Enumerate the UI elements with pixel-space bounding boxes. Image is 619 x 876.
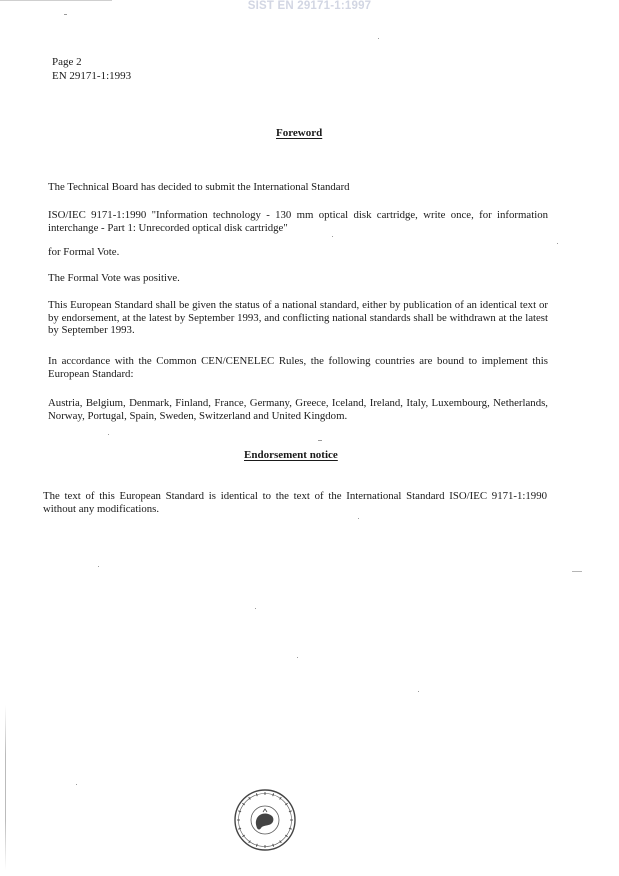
foreword-paragraph-6: In accordance with the Common CEN/CENELEC Rules, the following countries are bound to implement this European Standard:: [48, 355, 548, 380]
page-number: Page 2: [52, 56, 82, 68]
scan-speck: [557, 243, 558, 244]
scan-speck: [318, 440, 322, 441]
endorsement-heading: Endorsement notice: [244, 449, 338, 461]
scan-edge-shadow: [5, 705, 6, 870]
scan-speck: [358, 518, 359, 519]
scan-speck: [332, 236, 333, 237]
scan-speck: [418, 691, 419, 692]
foreword-paragraph-2: ISO/IEC 9171-1:1990 "Information technology - 130 mm optical disk cartridge, write once, for information interchange - Part 1: Unrecorded optical disk cartridge": [48, 209, 548, 234]
endorsement-paragraph: The text of this European Standard is identical to the text of the International Standard ISO/IEC 9171-1:1990 without any modifications.: [43, 490, 547, 515]
foreword-paragraph-1: The Technical Board has decided to submit the International Standard: [48, 181, 350, 193]
scan-speck: [98, 566, 99, 567]
scan-speck: [378, 38, 379, 39]
scan-speck: [572, 571, 582, 572]
foreword-heading: Foreword: [276, 127, 323, 139]
scan-speck: [297, 657, 298, 658]
official-seal-icon: [233, 788, 297, 852]
standard-number: EN 29171-1:1993: [52, 70, 132, 82]
foreword-paragraph-3: for Formal Vote.: [48, 246, 120, 258]
page-header: [52, 55, 131, 83]
foreword-paragraph-4: The Formal Vote was positive.: [48, 272, 180, 284]
foreword-paragraph-7: Austria, Belgium, Denmark, Finland, France, Germany, Greece, Iceland, Ireland, Italy, Luxembourg, Netherlands, Norway, Portugal, Spain, Sweden, Switzerland and United Kingdom.: [48, 397, 548, 422]
scan-speck: [108, 434, 109, 435]
scan-speck: [76, 784, 77, 785]
document-watermark: SIST EN 29171-1:1997: [247, 0, 372, 12]
scan-speck: [64, 14, 67, 15]
scan-speck: [255, 608, 256, 609]
foreword-paragraph-5: This European Standard shall be given the status of a national standard, either by publication of an identical text or by endorsement, at the latest by September 1993, and conflicting national standards shall be withdrawn at the latest by September 1993.: [48, 299, 548, 336]
